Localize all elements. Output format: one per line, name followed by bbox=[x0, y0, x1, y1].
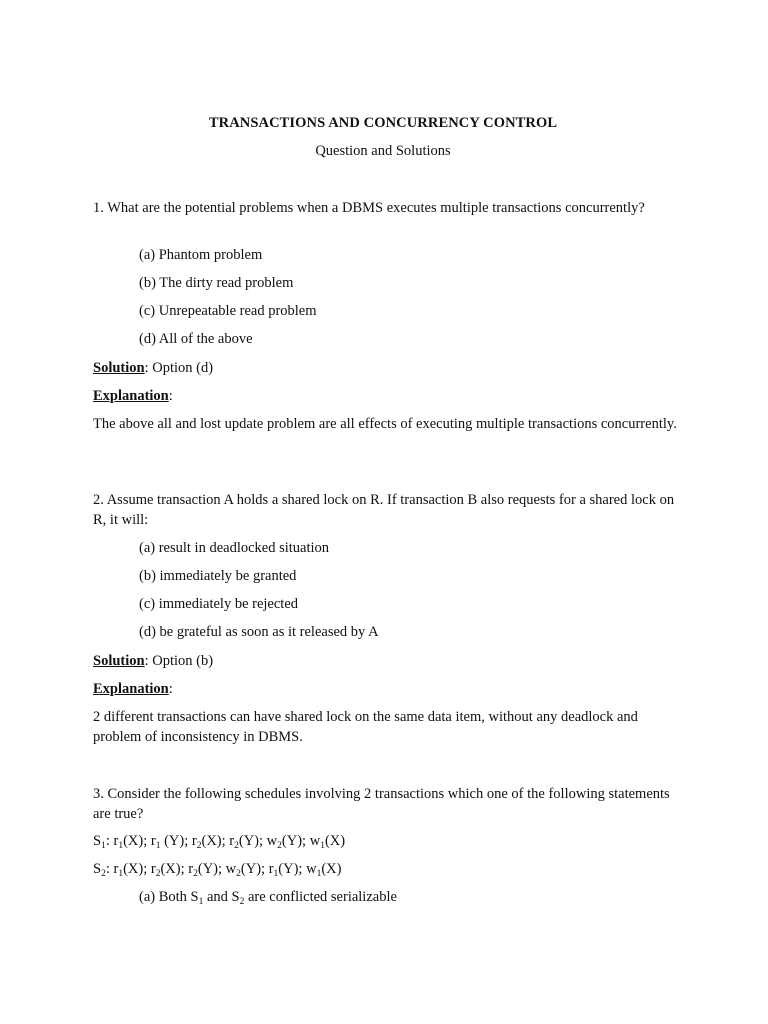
question-1-option-d: (d) All of the above bbox=[139, 331, 253, 347]
question-2-solution bbox=[93, 652, 213, 672]
schedule-operation: $r_1(X)$; bbox=[113, 833, 151, 851]
question-2-option-d: (d) be grateful as soon as it released by A bbox=[139, 624, 379, 640]
question-2-option-b: (b) immediately be granted bbox=[139, 568, 297, 584]
schedule-operation: $r_2(X)$; bbox=[150, 861, 189, 879]
question-1-option-a: (a) Phantom problem bbox=[139, 247, 263, 263]
schedule-operation: $r_1(X)$; bbox=[113, 861, 151, 879]
document-subtitle: Question and Solutions bbox=[315, 143, 451, 159]
question-1-stem: 1. What are the potential problems when a DBMS executes multiple transactions concurrently? bbox=[93, 200, 645, 216]
schedule-operation: $w_1(X)$ bbox=[306, 861, 342, 879]
schedule-operation: $w_2(Y)$; bbox=[225, 861, 269, 879]
question-1-explanation-heading: Explanation: bbox=[93, 388, 173, 404]
schedule-operation: $r_2(X)$; bbox=[191, 833, 230, 851]
schedule-name: S bbox=[93, 833, 102, 849]
question-3-option-a: (a) Both $S_1$ and $S_2$ are conflicted serializable bbox=[139, 889, 397, 907]
schedule-s2: $S_2$: $r_1(X)$; $r_2(X)$; $r_2(Y)$; $w_2(Y)$; $r_1(Y)$; $w_1(X)$ bbox=[93, 861, 342, 879]
solution-label: Solution bbox=[93, 360, 145, 376]
solution-value: : Option (b) bbox=[144, 653, 214, 669]
question-2-explanation: 2 different transactions can have shared lock on the same data item, without any deadlock and problem of inconsistency in DBMS. bbox=[93, 709, 638, 745]
question-2-option-c: (c) immediately be rejected bbox=[139, 596, 299, 612]
question-2-stem: 2. Assume transaction A holds a shared lock on R. If transaction B also requests for a shared lock on R, it will: bbox=[93, 492, 675, 528]
explanation-label: Explanation bbox=[93, 388, 169, 404]
solution-label: Solution bbox=[93, 653, 145, 669]
question-3-stem: 3. Consider the following schedules involving 2 transactions which one of the following statements are true? bbox=[93, 786, 670, 822]
schedule-operation: $r_1$ (Y); bbox=[150, 833, 192, 851]
question-1-solution bbox=[93, 359, 213, 379]
schedule-operation: $w_2(Y)$; bbox=[266, 833, 310, 851]
explanation-label: Explanation bbox=[93, 681, 169, 697]
schedule-operation: $w_1(X)$ bbox=[309, 833, 346, 851]
schedule-operation: $r_2(Y)$; bbox=[188, 861, 226, 879]
question-1-option-c: (c) Unrepeatable read problem bbox=[139, 303, 317, 319]
schedule-operation: $r_1(Y)$; bbox=[268, 861, 307, 879]
schedule-name: S bbox=[93, 861, 102, 877]
schedule-s1: $S_1$: $r_1(X)$; $r_1$ (Y); $r_2(X)$; $r_2(Y)$; $w_2(Y)$; $w_1(X)$ bbox=[93, 833, 346, 851]
question-1-option-b: (b) The dirty read problem bbox=[139, 275, 294, 291]
solution-value: : Option (d) bbox=[144, 360, 214, 376]
document-title: TRANSACTIONS AND CONCURRENCY CONTROL bbox=[208, 115, 558, 131]
schedule-operation: $r_2(Y)$; bbox=[229, 833, 267, 851]
question-2-explanation-heading: Explanation: bbox=[93, 681, 173, 697]
question-1-explanation: The above all and lost update problem are all effects of executing multiple transactions concurrently. bbox=[93, 416, 677, 432]
question-2-option-a: (a) result in deadlocked situation bbox=[139, 540, 330, 556]
